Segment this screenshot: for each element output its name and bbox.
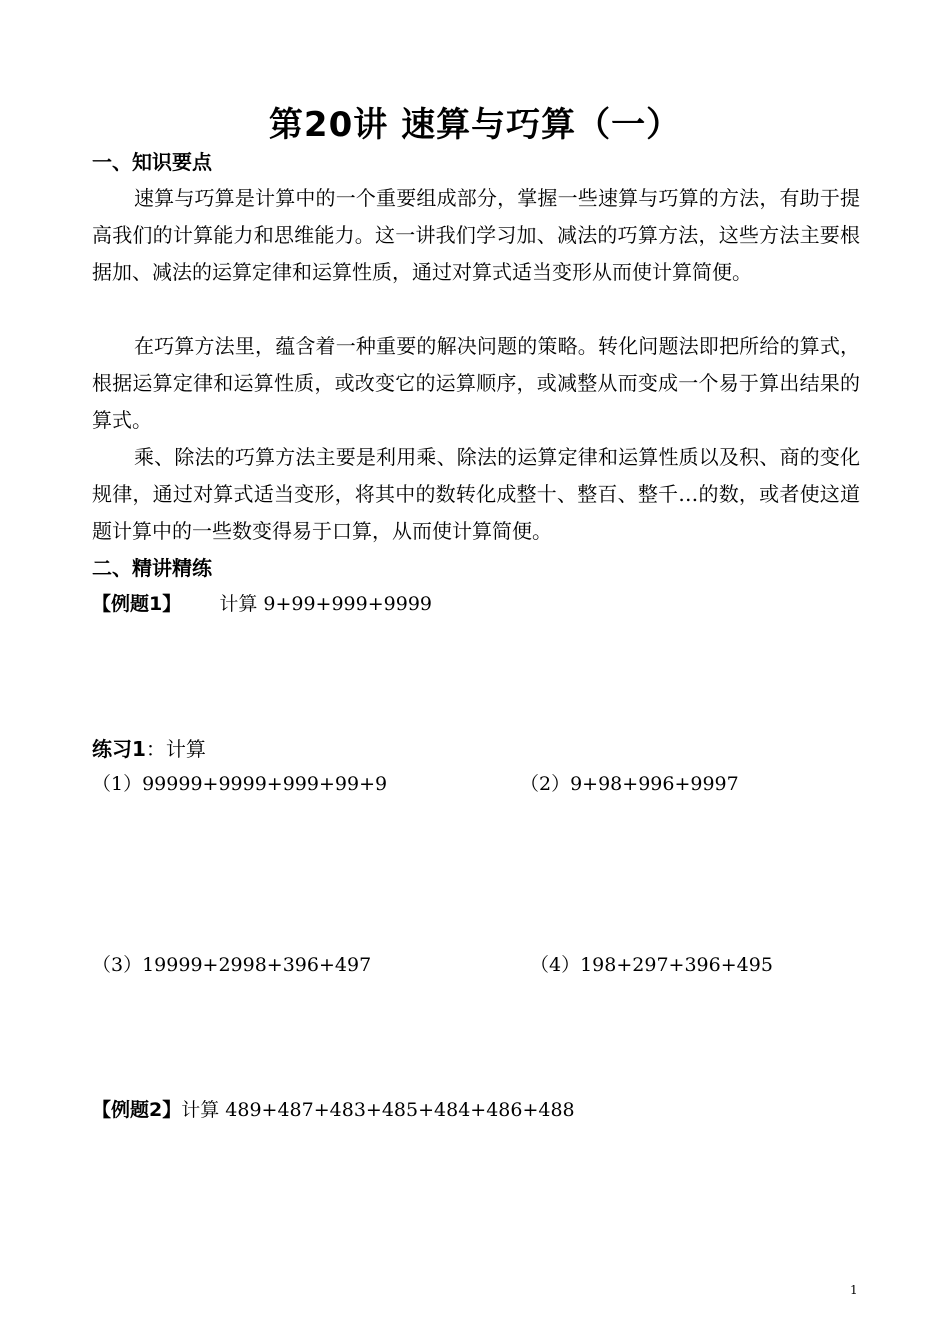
practice-1-heading	[92, 735, 206, 763]
practice-problem-3: （3）19999+2998+396+497	[92, 954, 372, 976]
example-text: 计算 9+99+999+9999	[219, 593, 433, 615]
section-heading-practice: 二、精讲精练	[92, 556, 212, 580]
practice-text: ：计算	[145, 737, 206, 761]
page-number: 1	[850, 1283, 858, 1297]
practice-problem-2: （2）9+98+996+9997	[520, 773, 739, 795]
practice-problem-1: （1）99999+9999+999+99+9	[92, 773, 388, 795]
section-heading-knowledge: 一、知识要点	[92, 150, 212, 174]
example-2	[92, 1096, 575, 1124]
example-text: 计算 489+487+483+485+484+486+488	[181, 1099, 575, 1121]
example-1	[92, 590, 432, 618]
example-tag: 【例题1】	[92, 593, 182, 615]
paragraph: 速算与巧算是计算中的一个重要组成部分，掌握一些速算与巧算的方法，有助于提高我们的计算能力和思维能力。这一讲我们学习加、减法的巧算方法，这些方法主要根据加、减法的运算定律和运算性质，通过对算式适当变形从而使计算简便。	[92, 186, 860, 284]
paragraph: 乘、除法的巧算方法主要是利用乘、除法的运算定律和运算性质以及积、商的变化规律，通过对算式适当变形，将其中的数转化成整十、整百、整千…的数，或者使这道题计算中的一些数变得易于口算，从而使计算简便。	[92, 445, 860, 543]
paragraph: 在巧算方法里，蕴含着一种重要的解决问题的策略。转化问题法即把所给的算式，根据运算定律和运算性质，或改变它的运算顺序，或减整从而变成一个易于算出结果的算式。	[92, 334, 860, 432]
practice-tag: 练习1	[92, 737, 146, 761]
example-tag: 【例题2】	[92, 1099, 182, 1121]
practice-problem-4: （4）198+297+396+495	[530, 954, 773, 976]
page-title: 第20讲 速算与巧算（一）	[268, 105, 682, 145]
